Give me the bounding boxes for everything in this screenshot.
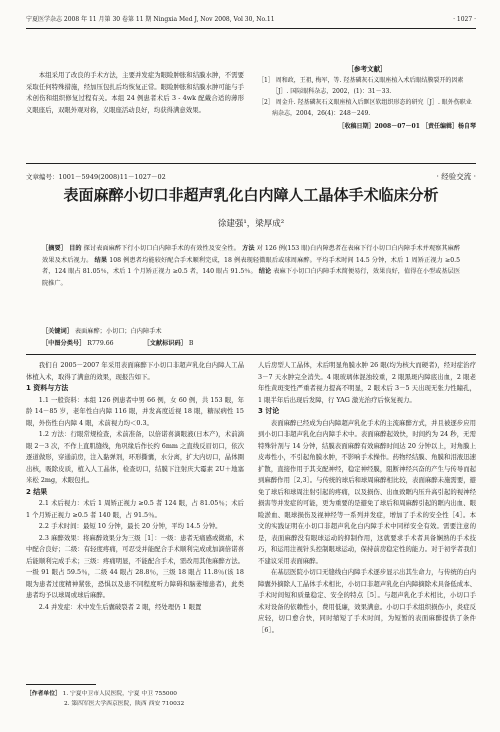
paragraph: 在基层医院小切口无缝线白内障手术逐步显示出其生命力，与传统的白内障囊外摘除人工晶体手术相比，小切口非超声乳化白内障摘除术具备低成本、手术时间短和质量稳定、安全的特点［5］。与超声乳化手术相比，小切口手术对设备的依赖性小，费用低廉，效果满意。小切口手术组织损伤小，炎症反应轻，切口愈合快，同时缩短了手术时间，为短暂的表面麻醉提供了条件［6］。 bbox=[258, 568, 476, 634]
result-label: 结果 bbox=[94, 256, 108, 264]
keywords-value: 表面麻醉；小切口；白内障手术 bbox=[74, 328, 162, 335]
doc-code-label: ［文献标识码］ bbox=[143, 340, 187, 347]
result-text: 108 例患者均能较好配合手术顺利完成，18 例表现轻微眼后或球周麻醉。平均手术时间 14.5 分钟，术后 1 周矫正视力 ≥0.5 者，124 眼占 81.05％，术后 1 个月矫正视力 ≥0.5 者，140 眼占 91.5％。 bbox=[42, 256, 461, 275]
section-heading: 2 结果 bbox=[26, 487, 48, 496]
objective-text: 探讨表面麻醉下行小切口白内障手术的有效性及安全性。 bbox=[83, 245, 241, 252]
article-title: 表面麻醉小切口非超声乳化白内障人工晶体手术临床分析 bbox=[63, 186, 439, 204]
paragraph: 本组采用了改良的手术方法，主要并发症为眼睑肿胀和结膜水肿，不需要采取任何特殊措施，经加压包扎后均恢复正常。眼睑肿胀和结膜水肿可能与手术创伤和组织修复过程有关。本组 24 例患者术后 3 - 4wk 配戴合适的薄形义眼座后，双眼外观对称，义眼座活动良好，均获得满意效果。 bbox=[26, 71, 244, 114]
paragraph: 1.1 一般资料：本组 126 例患者中男 66 例，女 60 例，共 153 眼，年龄 14－85 岁，老年性白内障 116 眼，并发高度近视 18 眼，糖尿病性 15 眼，外伤性白内障 4 眼，术前视力均＜0.3。 bbox=[26, 395, 244, 427]
body-left-column bbox=[26, 360, 244, 613]
section-heading: 1 资料与方法 bbox=[26, 384, 69, 392]
section-heading: 3 讨论 bbox=[258, 407, 280, 415]
footnote-rule bbox=[26, 684, 96, 685]
references-title: ［参考文献］ bbox=[347, 65, 387, 73]
affiliation-label: ［作者单位］ bbox=[26, 691, 61, 697]
author-affiliations bbox=[26, 690, 244, 709]
doc-code-value: B bbox=[188, 340, 194, 347]
article-id: 文章编号：1001－5949(2008)11－1027－02 bbox=[26, 173, 166, 181]
running-header bbox=[26, 13, 476, 27]
paragraph: 2.2 手术时间：最短 10 分钟，最长 20 分钟，平均 14.5 分钟。 bbox=[38, 522, 222, 530]
paragraph: 2.4 并发症：术中发生后囊破裂者 2 眼，经处理仍 1 眼置 bbox=[38, 602, 202, 611]
reference-item: ［2］ 周金升. 羟基磷灰石义眼座植入后眶区软组织形态的研究［J］. 眼外伤职业病杂志，2004，26(4)：248－249. bbox=[258, 99, 472, 117]
paragraph: 表面麻醉已经成为白内障超声乳化手术的主流麻醉方式，并且被逐步应用到小切口非超声乳化白内障手术中。表面麻醉起效快，时间约为 24 秒，无需特殊针剂与 14 分钟，结膜表面麻醉有效麻醉时间达 20 分钟以上，对角膜上皮毒性小，不引起角膜水肿，不影响手术操作。药物经结膜、角膜和泪液迅速扩散，直接作用于其支配神经，稳定神经膜，阻断神经兴奋的产生与传导而起到麻醉作用［2,3］。与传统的球后和球周麻醉相比较，表面麻醉未施需要，避免了球后和球周注射引起的疼痛，以及损伤、出血致眶内压升高引起的视神经损害等并发症的可能，更为重要的是避免了球后和周麻醉引起的眶内出血、眼睑淤血、眼球损伤及视神经等一系列并发症，增加了手术的安全性［4］。本文的实践证明在小切口非超声乳化白内障手术中同样安全有效。需要注意的是，表面麻醉没有眼球运动的抑制作用，这就要求手术者具备娴熟的手术技巧，和运用注视针头控制眼球运动，保持前房稳定性的能力。对于初学者我们不建议采用表面麻醉。 bbox=[258, 418, 476, 565]
abstract-label: ［摘要］ bbox=[42, 245, 68, 252]
article-authors: 徐建强¹，梁厚成² bbox=[217, 219, 285, 229]
body-right-column bbox=[258, 360, 476, 636]
paragraph: 1.2 方法：行眼常规检查，术前准备，以倍诺喜滴眼液(日本产)，术前滴眼 2－3 次，不作上直肌缝线，角巩缘后作长约 6mm 之直线反眉切口，依次逐道做形，穿通前房，注入黏弹剂，环形撕囊，水分离，扩大内切口，晶体圈出核，吸除皮质，植入人工晶体，检查切口，结膜下注射庆大霉素 2U＋地塞米松 2mg，术眼包扎。 bbox=[26, 430, 244, 484]
journal-header-left: 宁夏医学杂志 2008 年 11 月第 30 卷第 11 期 Ningxia Med J, Nov 2008, Vol 30, No.11 bbox=[26, 16, 275, 23]
conclusion-text: 表麻下小切口白内障手术简便易行，效果良好，值得在小型或基层医院推广。 bbox=[42, 268, 461, 287]
article-meta bbox=[26, 171, 476, 183]
article-separator-rule bbox=[26, 163, 476, 164]
abstract bbox=[42, 243, 460, 289]
header-rule bbox=[26, 28, 476, 29]
affiliation-1: 1. 宁夏中卫市人民医院，宁夏 中卫 755000 bbox=[62, 691, 177, 697]
article-category: · 经验交流 · bbox=[436, 172, 476, 181]
abstract-rule bbox=[26, 354, 476, 355]
references-box bbox=[258, 64, 476, 132]
paragraph: 人后房型人工晶体，术后明显角膜水肿 26 眼(均为核大而硬者)，经对症治疗 3－7 天水肿完全消失。4 眼玻璃体混浊较重，2 眼黑斑内障底出血，2 眼老年性黄斑变性严重者视力提高不明显，2 眼术后 3－5 天出现无张力性瞳孔，1 眼半年后出现后发障，行 YAG 激光治疗后恢复视力。 bbox=[258, 361, 476, 404]
method-label: 方法 bbox=[242, 245, 255, 252]
keywords-label: ［关键词］ bbox=[42, 328, 73, 335]
paragraph: 我们自 2005－2007 年采用表面麻醉下小切口非超声乳化白内障人工晶体植入术，取得了满意的效果，现报告如下。 bbox=[26, 361, 244, 381]
keywords-block bbox=[42, 326, 460, 350]
page-number: · 1027 · bbox=[453, 16, 476, 23]
clc-label: ［中图分类号］ bbox=[42, 340, 86, 347]
clc-value: R779.66 bbox=[87, 340, 114, 347]
reference-item: ［1］ 周和政，王祖, 梅军，等. 羟基磷灰石义眼座植入术后眼结膜裂开的因素［J］. 国际眼科杂志，2002，(1)：31－33. bbox=[258, 77, 464, 95]
previous-article-tail bbox=[26, 70, 244, 116]
received-date: ［收稿日期］2008－07－01 ［责任编辑］杨自琴 bbox=[338, 123, 476, 130]
affiliation-2: 2. 第四军医大学西京医院，陕西 西安 710032 bbox=[64, 700, 185, 707]
objective-label: 目的 bbox=[69, 245, 82, 252]
method-text: 对 126 例(153 眼)白内障患者在表麻下行小切口白内障手术并观察其麻醉效果及术后视力。 bbox=[42, 245, 461, 264]
paragraph: 2.1 术后视力：术后 1 周矫正视力 ≥0.5 者 124 眼，占 81.05％；术后 1 个月矫正视力 ≥0.5 者 140 眼，占 91.5％。 bbox=[26, 499, 244, 519]
conclusion-label: 结论 bbox=[258, 268, 272, 275]
paragraph: 2.3 麻醉效果：将麻醉效果分为三级［1］：一级：患者无痛感或微痛，术中配合良好；二级：有轻度疼痛，可忍受并能配合手术顺利完成或加滴倍诺喜后能顺利完成手术；三级：疼痛明显，不能配合手术，需改用其他麻醉方法。一级 91 眼占 59.5％，二级 44 眼占 28.8％，三级 18 眼占 11.8％(该 18 眼为患者过度精神紧张，恐惧以及患不同程度听力障碍和脑萎缩患者)，此类患者均予以球周或球后麻醉。 bbox=[26, 533, 244, 599]
